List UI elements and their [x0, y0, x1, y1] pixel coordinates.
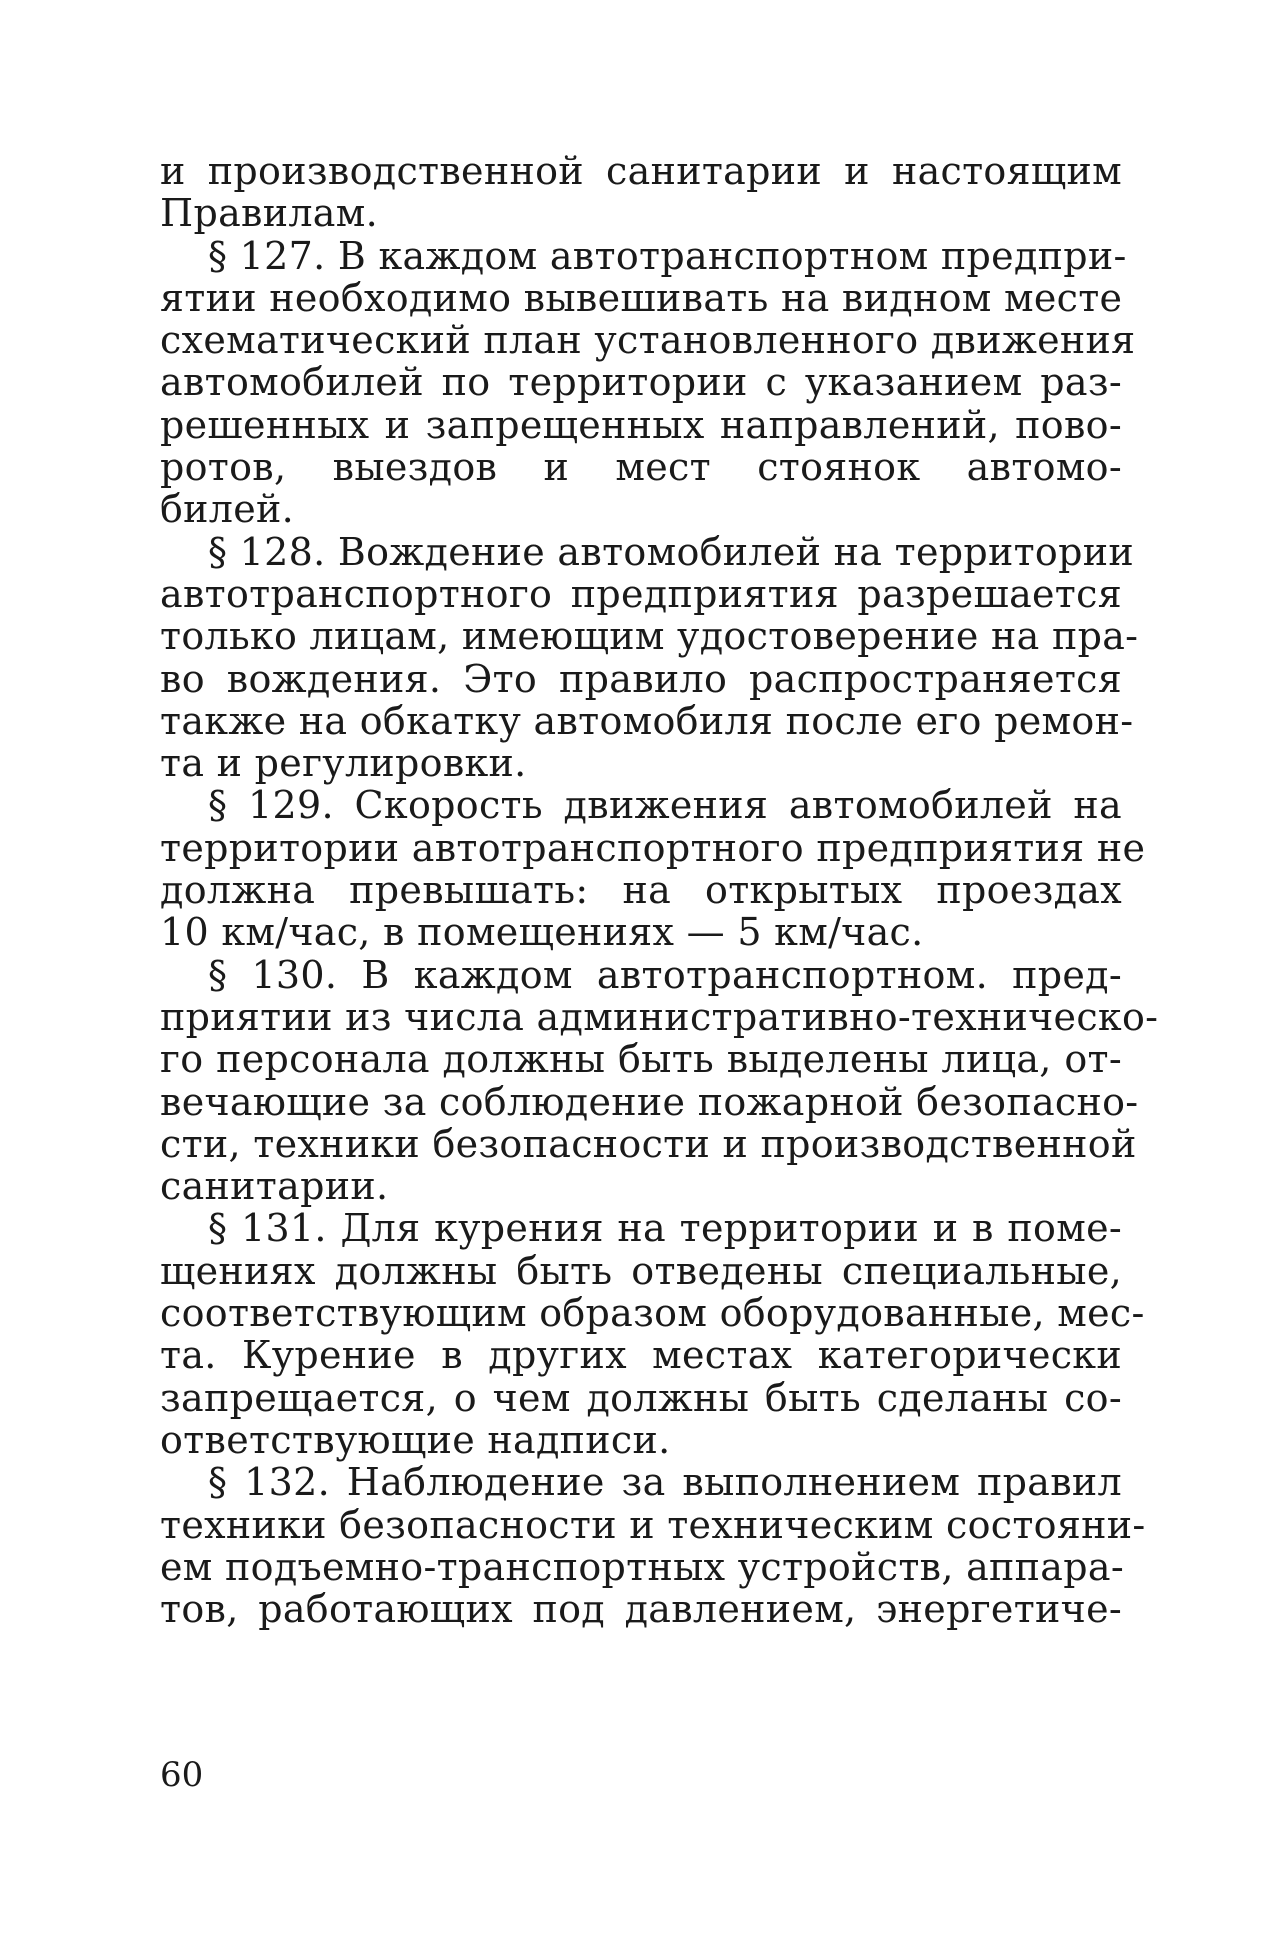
text-line: тов, работающих под давлением, энергетиче-	[160, 1587, 1122, 1632]
paragraph-131-start: § 131. Для курения на территории и в поме-	[208, 1206, 1122, 1251]
text-line: сти, техники безопасности и производственной	[160, 1121, 1137, 1166]
text-line: Правилам.	[160, 191, 378, 236]
text-line: автотранспортного предприятия разрешается	[160, 571, 1122, 616]
text-line: техники безопасности и техническим состояни-	[160, 1502, 1146, 1547]
text-line: схематический план установленного движения	[160, 318, 1136, 363]
paragraph-128-start: § 128. Вождение автомобилей на территории	[208, 529, 1134, 574]
paragraph-129-start: § 129. Скорость движения автомобилей на	[208, 783, 1122, 828]
text-line: 10 км/час, в помещениях — 5 км/час.	[160, 910, 924, 955]
text-line: должна превышать: на открытых проездах	[160, 868, 1122, 913]
text-line: щениях должны быть отведены специальные,	[160, 1248, 1122, 1293]
text-line: билей.	[160, 487, 295, 532]
text-line: соответствующим образом оборудованные, мес-	[160, 1291, 1145, 1336]
body-text	[160, 149, 1159, 1632]
text-line: ятии необходимо вывешивать на видном месте	[160, 275, 1123, 320]
text-line: та. Курение в других местах категорически	[160, 1333, 1122, 1378]
text-line: во вождения. Это правило распространяется	[160, 656, 1122, 701]
text-line: территории автотранспортного предприятия не	[160, 825, 1146, 870]
text-line: ротов, выездов и мест стоянок автомо-	[160, 445, 1122, 490]
text-line: вечающие за соблюдение пожарной безопасно-	[160, 1079, 1139, 1124]
text-line: решенных и запрещенных направлений, пово-	[160, 402, 1122, 447]
text-line: санитарии.	[160, 1164, 389, 1209]
text-line: го персонала должны быть выделены лица, от-	[160, 1037, 1122, 1082]
paragraph-127-start: § 127. В каждом автотранспортном предпри-	[208, 233, 1127, 278]
text-line: только лицам, имеющим удостоверение на пра-	[160, 614, 1139, 659]
text-line: и производственной санитарии и настоящим	[160, 149, 1122, 193]
paragraph-132-start: § 132. Наблюдение за выполнением правил	[208, 1460, 1122, 1505]
text-line: та и регулировки.	[160, 741, 527, 786]
text-line: автомобилей по территории с указанием раз-	[160, 360, 1122, 405]
text-line: ем подъемно-транспортных устройств, аппара-	[160, 1544, 1124, 1589]
text-line: приятии из числа административно-техническо-	[160, 994, 1159, 1039]
text-line: также на обкатку автомобиля после его ремон-	[160, 698, 1134, 743]
page-number: 60	[160, 1755, 204, 1795]
paragraph-130-start: § 130. В каждом автотранспортном. пред-	[208, 952, 1122, 997]
text-line: запрещается, о чем должны быть сделаны со-	[160, 1375, 1122, 1420]
text-line: ответствующие надписи.	[160, 1417, 671, 1462]
